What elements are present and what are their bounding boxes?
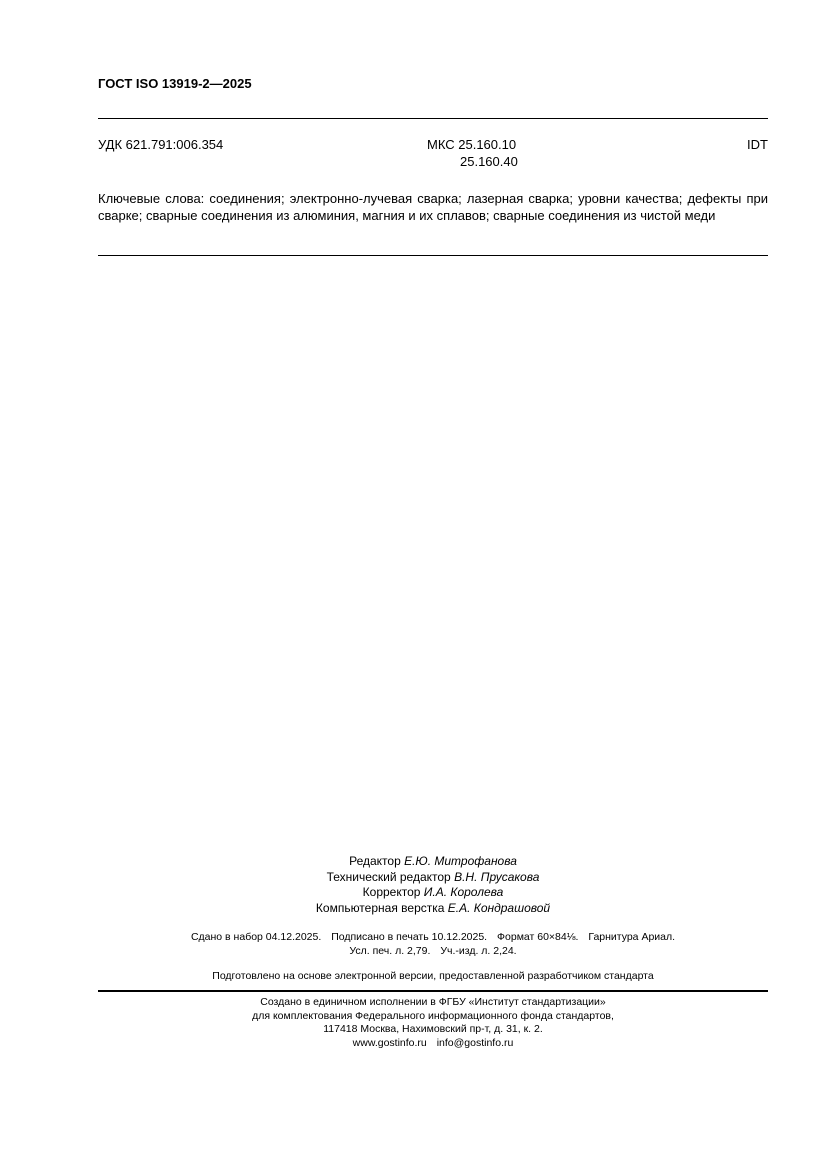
editor-label: Редактор bbox=[349, 854, 401, 868]
submitted-date: Сдано в набор 04.12.2025. bbox=[190, 931, 322, 943]
layout-label: Компьютерная верстка bbox=[315, 900, 445, 915]
layout-line bbox=[98, 901, 768, 917]
proofreader-name: И.А. Королева bbox=[423, 885, 504, 899]
tech-editor-label: Технический редактор bbox=[326, 869, 451, 884]
credits-block bbox=[98, 854, 768, 916]
tech-editor-name: В.Н. Прусакова bbox=[454, 869, 540, 884]
publisher-address: 117418 Москва, Нахимовский пр-т, д. 31, к. 2. bbox=[323, 1023, 543, 1035]
conventional-sheets: Усл. печ. л. 2,79. bbox=[349, 945, 431, 957]
keywords-divider bbox=[98, 255, 768, 256]
signed-date: Подписано в печать 10.12.2025. bbox=[331, 931, 488, 943]
proofreader-line bbox=[98, 885, 768, 901]
idt-label: IDT bbox=[747, 137, 768, 152]
top-divider bbox=[98, 118, 768, 119]
publisher-contacts bbox=[98, 1037, 768, 1051]
publishing-sheets: Уч.-изд. л. 2,24. bbox=[440, 945, 517, 957]
typeface: Гарнитура Ариал. bbox=[588, 931, 676, 943]
publisher-line-2: для комплектования Федерального информационного фонда стандартов, bbox=[252, 1009, 614, 1022]
layout-name: Е.А. Кондрашовой bbox=[447, 900, 551, 915]
email-link[interactable]: info@gostinfo.ru bbox=[436, 1036, 514, 1049]
document-title: ГОСТ ISO 13919-2—2025 bbox=[98, 76, 252, 91]
print-info-line-2 bbox=[98, 944, 768, 958]
publisher-line-1: Создано в единичном исполнении в ФГБУ «Институт стандартизации» bbox=[260, 996, 606, 1008]
editor-line bbox=[98, 854, 768, 870]
print-info-line-1 bbox=[98, 930, 768, 944]
editor-name: Е.Ю. Митрофанова bbox=[404, 854, 517, 868]
proofreader-label: Корректор bbox=[362, 885, 421, 899]
mks-code-2: 25.160.40 bbox=[460, 154, 518, 169]
footer-divider bbox=[98, 990, 768, 992]
publisher-block bbox=[98, 996, 768, 1050]
paper-format: Формат 60×84⅛. bbox=[497, 931, 579, 943]
print-info-block bbox=[98, 930, 768, 958]
prepared-note: Подготовлено на основе электронной версии, предоставленной разработчиком стандарта bbox=[212, 970, 654, 982]
website-link[interactable]: www.gostinfo.ru bbox=[352, 1036, 427, 1049]
mks-code-1: МКС 25.160.10 bbox=[427, 137, 517, 152]
tech-editor-line bbox=[98, 870, 768, 886]
keywords-paragraph: Ключевые слова: соединения; электронно-лучевая сварка; лазерная сварка; уровни качества; дефекты при сварке; сварные соединения из алюминия, магния и их сплавов; сварные соединения из чистой меди bbox=[98, 191, 768, 223]
udk-code: УДК 621.791:006.354 bbox=[98, 137, 224, 152]
